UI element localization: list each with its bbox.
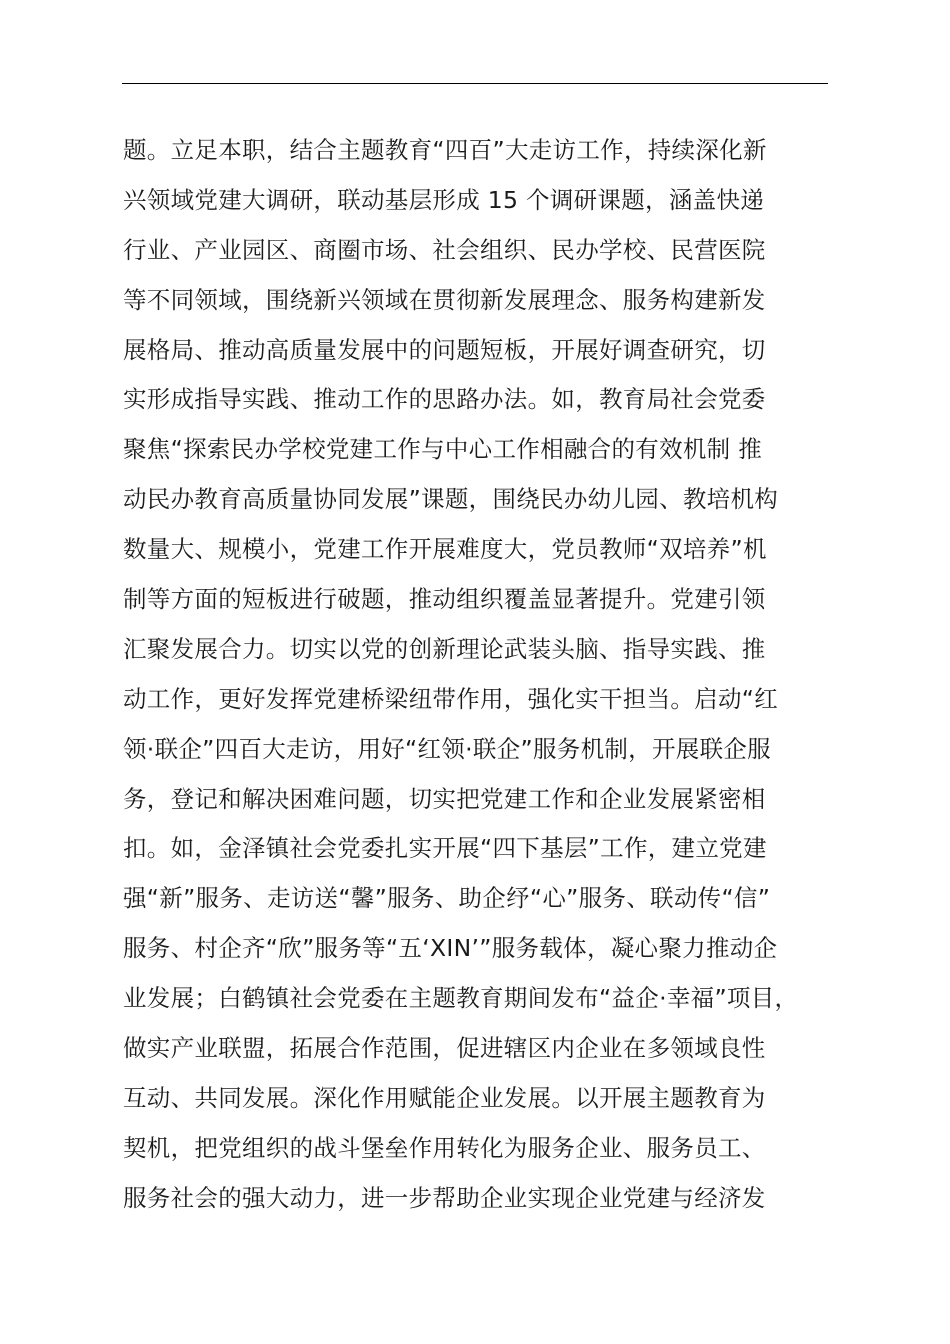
text-line: 务，登记和解决困难问题，切实把党建工作和企业发展紧密相 bbox=[123, 784, 766, 813]
body-text bbox=[123, 126, 843, 1224]
text-line: 动民办教育高质量协同发展”课题，围绕民办幼儿园、教培机构 bbox=[123, 485, 779, 514]
text-line: 业发展；白鹤镇社会党委在主题教育期间发布“益企·幸福”项目， bbox=[123, 984, 799, 1013]
header-rule bbox=[122, 83, 828, 84]
text-line: 互动、共同发展。深化作用赋能企业发展。以开展主题教育为 bbox=[123, 1083, 766, 1112]
text-line: 做实产业联盟，拓展合作范围，促进辖区内企业在多领域良性 bbox=[123, 1034, 766, 1063]
text-line: 行业、产业园区、商圈市场、社会组织、民办学校、民营医院 bbox=[123, 235, 766, 264]
text-line: 制等方面的短板进行破题，推动组织覆盖显著提升。党建引领 bbox=[123, 585, 766, 614]
text-line: 汇聚发展合力。切实以党的创新理论武装头脑、指导实践、推 bbox=[123, 634, 766, 663]
text-line: 契机，把党组织的战斗堡垒作用转化为服务企业、服务员工、 bbox=[123, 1133, 766, 1162]
text-line: 题。立足本职，结合主题教育“四百”大走访工作，持续深化新 bbox=[123, 136, 767, 164]
text-line: 兴领域党建大调研，联动基层形成 15 个调研课题，涵盖快递 bbox=[123, 185, 765, 214]
text-line: 聚焦“探索民办学校党建工作与中心工作相融合的有效机制 推 bbox=[123, 435, 763, 464]
text-line: 展格局、推动高质量发展中的问题短板，开展好调查研究，切 bbox=[123, 335, 766, 364]
text-line: 数量大、规模小，党建工作开展难度大，党员教师“双培养”机 bbox=[123, 535, 767, 564]
text-line: 实形成指导实践、推动工作的思路办法。如，教育局社会党委 bbox=[123, 385, 766, 414]
text-line: 等不同领域，围绕新兴领域在贯彻新发展理念、服务构建新发 bbox=[123, 285, 766, 314]
text-line: 服务、村企齐“欣”服务等“五‘XIN’”服务载体，凝心聚力推动企 bbox=[123, 934, 778, 963]
text-line: 领·联企”四百大走访，用好“红领·联企”服务机制，开展联企服 bbox=[123, 734, 771, 763]
text-line: 强“新”服务、走访送“馨”服务、助企纾“心”服务、联动传“信” bbox=[123, 884, 771, 913]
text-line: 动工作，更好发挥党建桥梁纽带作用，强化实干担当。启动“红 bbox=[123, 684, 779, 713]
text-line: 扣。如，金泽镇社会党委扎实开展“四下基层”工作，建立党建 bbox=[123, 834, 767, 863]
text-line: 服务社会的强大动力，进一步帮助企业实现企业党建与经济发 bbox=[123, 1183, 766, 1212]
